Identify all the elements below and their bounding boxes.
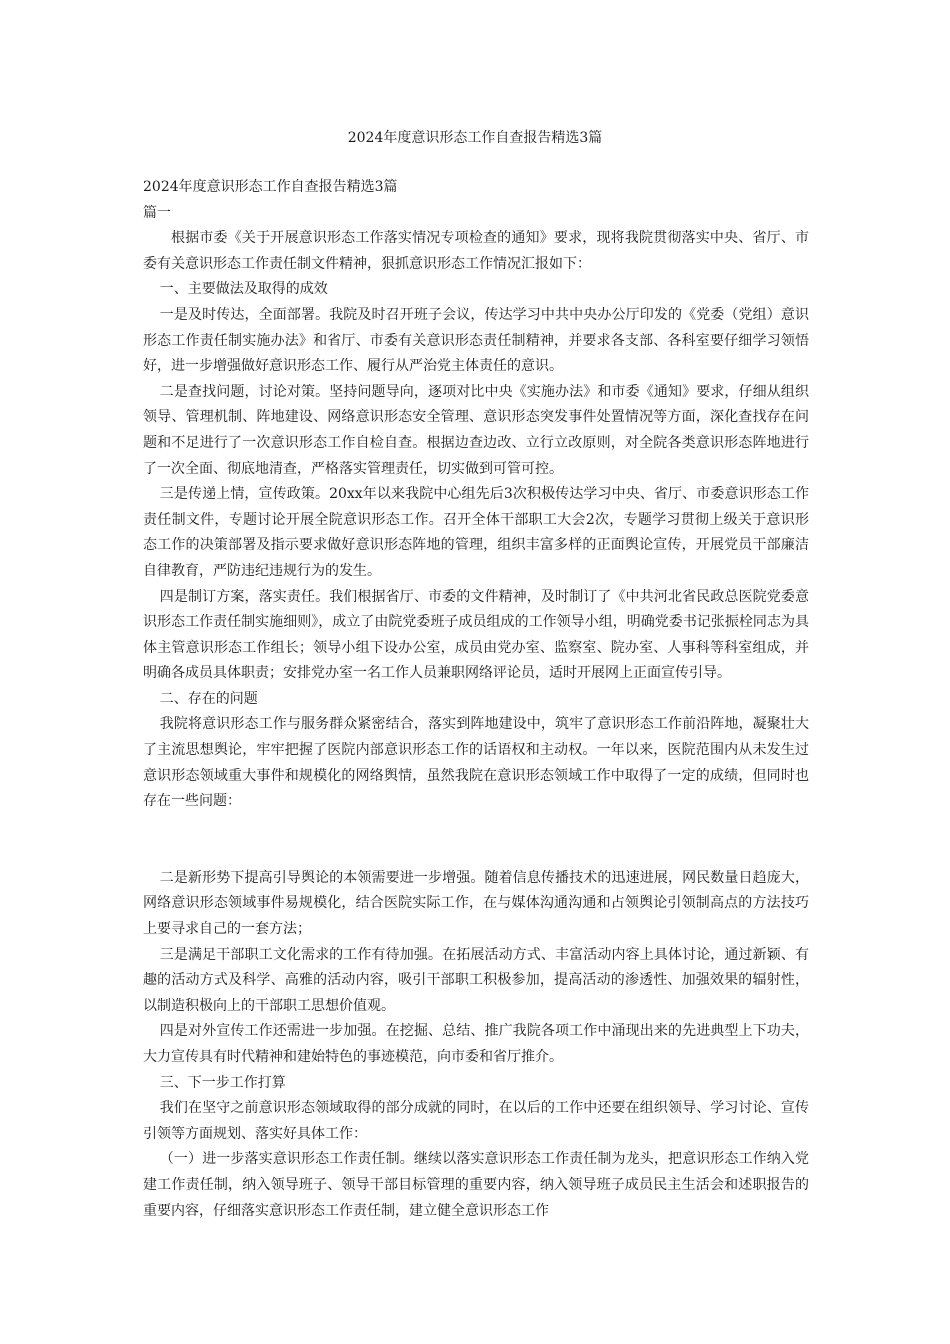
section-2-paragraph-3: 三是满足干部职工文化需求的工作有待加强。在拓展活动方式、丰富活动内容上具体讨论，通过新颖、有趣的活动方式及科学、高雅的活动内容，吸引干部职工积极参加，提高活动的渗透性、加强效果的辐射性，以制造积极向上的干部职工思想价值观。 [143, 946, 809, 1014]
blank-gap [143, 815, 809, 866]
section-2-heading: 二、存在的问题 [159, 690, 258, 707]
section-1-paragraph-2: 二是查找问题，讨论对策。坚持问题导向，逐项对比中央《实施办法》和市委《通知》要求，仔细从组织领导、管理机制、阵地建设、网络意识形态安全管理、意识形态突发事件处置情况等方面，深化查找存在问题和不足进行了一次意识形态工作自检自查。根据边查边改、立行立改原则，对全院各类意识形态阵地进行了一次全面、彻底地清查，严格落实管理责任，切实做到可管可控。 [143, 383, 809, 477]
section-2-paragraph-2: 二是新形势下提高引导舆论的本领需要进一步增强。随着信息传播技术的迅速进展，网民数量日趋庞大，网络意识形态领域事件易规模化，结合医院实际工作，在与媒体沟通沟通和占领舆论引领制高点的方法技巧上要寻求自己的一套方法； [143, 869, 809, 938]
document-body [143, 175, 809, 1224]
section-3-paragraph-1: 我们在坚守之前意识形态领域取得的部分成就的同时，在以后的工作中还要在组织领导、学习讨论、宣传引领等方面规划、落实好具体工作： [143, 1100, 809, 1142]
section-1-heading: 一、主要做法及取得的成效 [159, 281, 328, 298]
section-1-paragraph-3: 三是传递上情，宣传政策。20xx年以来我院中心组先后3次积极传达学习中央、省厅、市委意识形态工作责任制文件，专题讨论开展全院意识形态工作。召开全体干部职工大会2次，专题学习贯彻上级关于意识形态工作的决策部署及指示要求做好意识形态阵地的管理，组织丰富多样的正面舆论宣传，开展党员干部廉洁自律教育，严防违纪违规行为的发生。 [143, 486, 809, 579]
section-2-paragraph-4: 四是对外宣传工作还需进一步加强。在挖掘、总结、推广我院各项工作中涌现出来的先进典型上下功夫，大力宣传具有时代精神和建始特色的事迹模范，向市委和省厅推介。 [143, 1023, 809, 1065]
section-2-paragraph-1: 我院将意识形态工作与服务群众紧密结合，落实到阵地建设中，筑牢了意识形态工作前沿阵地，凝聚壮大了主流思想舆论，牢牢把握了医院内部意识形态工作的话语权和主动权。一年以来，医院范围内从未发生过意识形态领域重大事件和规模化的网络舆情，虽然我院在意识形态领域工作中取得了一定的成绩，但同时也存在一些问题： [143, 716, 809, 810]
section-3-paragraph-2: （一）进一步落实意识形态工作责任制。继续以落实意识形态工作责任制为龙头，把意识形态工作纳入党建工作责任制，纳入领导班子、领导干部目标管理的重要内容，纳入领导班子成员民主生活会和述职报告的重要内容，仔细落实意识形态工作责任制，建立健全意识形态工作 [143, 1151, 809, 1219]
part-label: 篇一 [143, 204, 171, 221]
intro-paragraph: 根据市委《关于开展意识形态工作落实情况专项检查的通知》要求，现将我院贯彻落实中央、省厅、市委有关意识形态工作责任制文件精神，狠抓意识形态工作情况汇报如下： [143, 230, 809, 272]
document-subtitle: 2024年度意识形态工作自查报告精选3篇 [143, 179, 398, 195]
section-3-heading: 三、下一步工作打算 [159, 1074, 286, 1091]
section-1-paragraph-1: 一是及时传达，全面部署。我院及时召开班子会议，传达学习中共中央办公厅印发的《党委（党组）意识形态工作责任制实施办法》和省厅、市委有关意识形态责任制精神，并要求各支部、各科室要仔细学习领悟好，进一步增强做好意识形态工作、履行从严治党主体责任的意识。 [143, 306, 809, 375]
document-title: 2024年度意识形态工作自查报告精选3篇 [347, 130, 603, 146]
section-1-paragraph-4: 四是制订方案，落实责任。我们根据省厅、市委的文件精神，及时制订了《中共河北省民政总医院党委意识形态工作责任制实施细则》，成立了由院党委班子成员组成的工作领导小组，明确党委书记张振栓同志为具体主管意识形态工作组长；领导小组下设办公室，成员由党办室、监察室、院办室、人事科等科室组成，并明确各成员具体职责；安排党办室一名工作人员兼职网络评论员，适时开展网上正面宣传引导。 [143, 588, 809, 682]
